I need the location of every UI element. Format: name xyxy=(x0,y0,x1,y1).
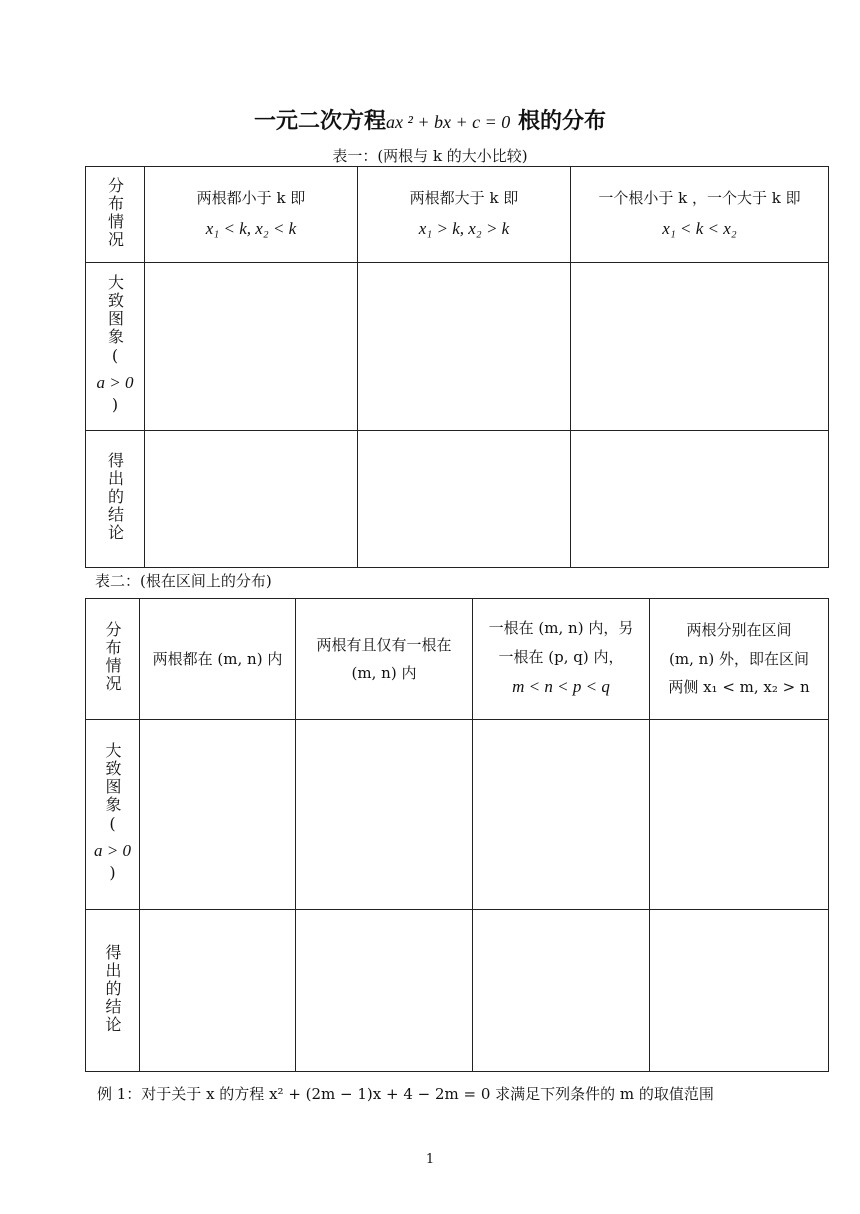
table2-empty-cell xyxy=(473,910,650,1072)
table2-header-cell xyxy=(140,599,296,720)
table1-col2-line2: x₁ > k, x₂ > k xyxy=(418,218,510,238)
table1-col2-line1: 两根都大于 k 即 xyxy=(409,189,519,208)
table2-row-graph xyxy=(86,720,829,910)
table2-empty-cell xyxy=(650,720,829,910)
table1-empty-cell xyxy=(145,263,358,431)
table1-header-cell xyxy=(358,167,571,263)
table2-empty-cell xyxy=(650,910,829,1072)
table1-label-graph-close: ) xyxy=(105,394,125,416)
page-number: 1 xyxy=(425,1152,435,1167)
table2-col3-line3: m < n < p < q xyxy=(512,677,610,697)
table2-col2-line1: 两根有且仅有一根在 xyxy=(316,635,452,654)
table1-col3-line1: 一个根小于 k ，一个大于 k 即 xyxy=(598,189,801,208)
table2-empty-cell xyxy=(140,910,296,1072)
table2-row-conclusion xyxy=(86,910,829,1072)
table2-empty-cell xyxy=(296,910,473,1072)
table2-empty-cell xyxy=(140,720,296,910)
table2 xyxy=(85,598,829,1072)
table1-label-graph-cond: a > 0 xyxy=(96,372,134,392)
table2-col2-line2: (m, n) 内 xyxy=(351,664,417,682)
table1-header-cell xyxy=(145,167,358,263)
table2-header-cell xyxy=(650,599,829,720)
title-prefix: 一元二次方程 xyxy=(253,109,386,134)
table1-label-conclusion xyxy=(86,431,145,568)
table1-col1-line1: 两根都小于 k 即 xyxy=(196,189,306,208)
table1-empty-cell xyxy=(571,263,829,431)
table2-header-cell xyxy=(473,599,650,720)
table1-row-distribution xyxy=(86,167,829,263)
table1-empty-cell xyxy=(358,263,571,431)
table1-row-conclusion xyxy=(86,431,829,568)
table2-col4-line3: 两侧 x₁ < m, x₂ > n xyxy=(668,678,810,697)
table2-empty-cell xyxy=(296,720,473,910)
table2-label-graph-close: ) xyxy=(103,862,122,884)
table2-col3-line1: 一根在 (m, n) 内，另 xyxy=(488,619,634,638)
table2-col4-line1: 两根分别在区间 xyxy=(686,621,792,640)
table2-header-cell xyxy=(296,599,473,720)
table2-empty-cell xyxy=(473,720,650,910)
table1-caption: 表一：(两根与 k 的大小比较) xyxy=(332,147,528,165)
table2-row-distribution xyxy=(86,599,829,720)
table1-label-graph xyxy=(86,263,145,431)
table1-row-graph xyxy=(86,263,829,431)
table1-empty-cell xyxy=(358,431,571,568)
table2-label-graph-cond: a > 0 xyxy=(94,840,131,860)
page-title xyxy=(0,104,860,135)
table2-col1-line1: 两根都在 (m, n) 内 xyxy=(152,649,283,668)
table1-label-conclusion-text: 得出的结论 xyxy=(105,452,125,542)
table2-label-conclusion-text: 得出的结论 xyxy=(103,943,122,1034)
table2-col3-line2: 一根在 (p, q) 内， xyxy=(498,647,624,666)
table2-label-conclusion xyxy=(86,910,140,1072)
table2-label-distribution xyxy=(86,599,140,720)
table2-label-graph xyxy=(86,720,140,910)
table2-label-graph-text: 大致图象( xyxy=(103,741,122,835)
table2-label-distribution-text: 分布情况 xyxy=(103,621,122,693)
table2-col4-line2: (m, n) 外，即在区间 xyxy=(669,649,809,668)
table1-empty-cell xyxy=(571,431,829,568)
title-suffix: 根的分布 xyxy=(517,109,606,134)
table1-header-cell xyxy=(571,167,829,263)
table1-col3-line2: x₁ < k < x₂ xyxy=(662,218,737,238)
title-formula: ax ² + bx + c = 0 xyxy=(386,112,511,132)
table1-label-distribution-text: 分布情况 xyxy=(105,176,125,249)
table1 xyxy=(85,166,829,568)
table1-empty-cell xyxy=(145,431,358,568)
table1-col1-line2: x₁ < k, x₂ < k xyxy=(205,218,297,238)
table1-label-distribution xyxy=(86,167,145,263)
example-1: 例 1：对于关于 x 的方程 x² + (2m − 1)x + 4 − 2m = 0 求满足下列条件的 m 的取值范围 xyxy=(97,1085,714,1103)
table2-caption: 表二：(根在区间上的分布) xyxy=(95,572,272,590)
table1-label-graph-text: 大致图象( xyxy=(105,273,125,367)
